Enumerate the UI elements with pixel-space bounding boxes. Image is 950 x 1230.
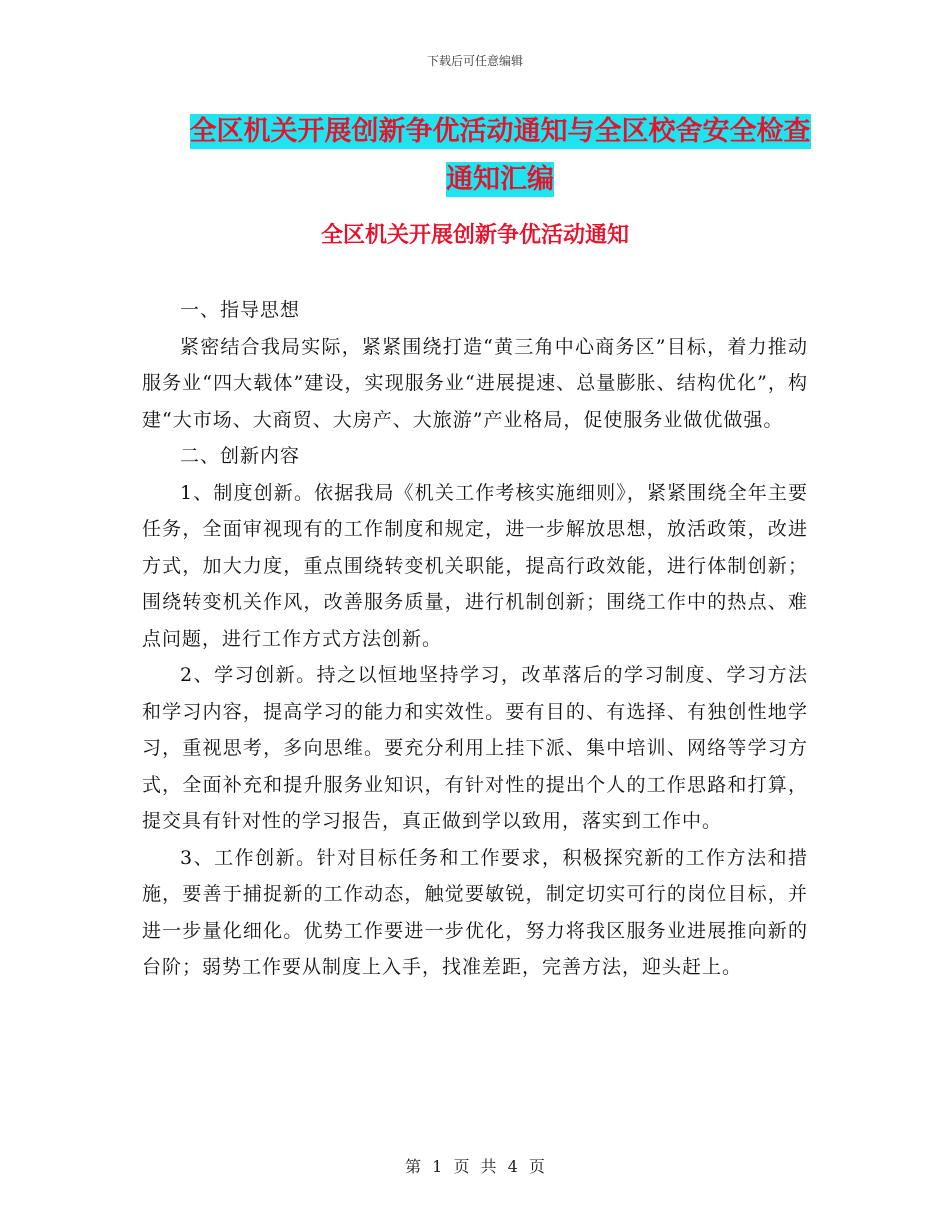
document-body bbox=[142, 292, 808, 986]
document-title bbox=[140, 108, 860, 204]
document-title-line-1: 全区机关开展创新争优活动通知与全区校舍安全检查 bbox=[189, 116, 811, 147]
heading-guiding-ideology: 一、指导思想 bbox=[180, 299, 301, 321]
paragraph-learning-innovation: 2、学习创新。持之以恒地坚持学习，改革落后的学习制度、学习方法和学习内容，提高学习的能力和实效性。要有目的、有选择、有独创性地学习，重视思考，多向思维。要充分利用上挂下派、集中培训、网络等学习方式，全面补充和提升服务业知识，有针对性的提出个人的工作思路和打算，提交具有针对性的学习报告，真正做到学以致用，落实到工作中。 bbox=[142, 664, 808, 832]
section-title: 全区机关开展创新争优活动通知 bbox=[320, 223, 629, 248]
paragraph-system-innovation: 1、制度创新。依据我局《机关工作考核实施细则》，紧紧围绕全年主要任务，全面审视现有的工作制度和规定，进一步解放思想，放活政策，改进方式，加大力度，重点围绕转变机关职能，提高行政效能，进行体制创新；围绕转变机关作风，改善服务质量，进行机制创新；围绕工作中的热点、难点问题，进行工作方式方法创新。 bbox=[142, 481, 808, 650]
paragraph-guiding-ideology: 紧密结合我局实际，紧紧围绕打造“黄三角中心商务区”目标，着力推动服务业“四大载体”建设，实现服务业“进展提速、总量膨胀、结构优化”，构建“大市场、大商贸、大房产、大旅游”产业格局，促使服务业做优做强。 bbox=[142, 335, 808, 431]
page-number: 第 1 页 共 4 页 bbox=[405, 1157, 545, 1176]
document-title-line-2: 通知汇编 bbox=[446, 164, 554, 195]
paragraph-work-innovation: 3、工作创新。针对目标任务和工作要求，积极探究新的工作方法和措施，要善于捕捉新的工作动态，触觉要敏锐，制定切实可行的岗位目标，并进一步量化细化。优势工作要进一步优化，努力将我区服务业进展推向新的台阶；弱势工作要从制度上入手，找准差距，完善方法，迎头赶上。 bbox=[142, 846, 808, 978]
page-header-note: 下载后可任意编辑 bbox=[426, 54, 523, 68]
heading-innovation-content: 二、创新内容 bbox=[180, 445, 301, 467]
